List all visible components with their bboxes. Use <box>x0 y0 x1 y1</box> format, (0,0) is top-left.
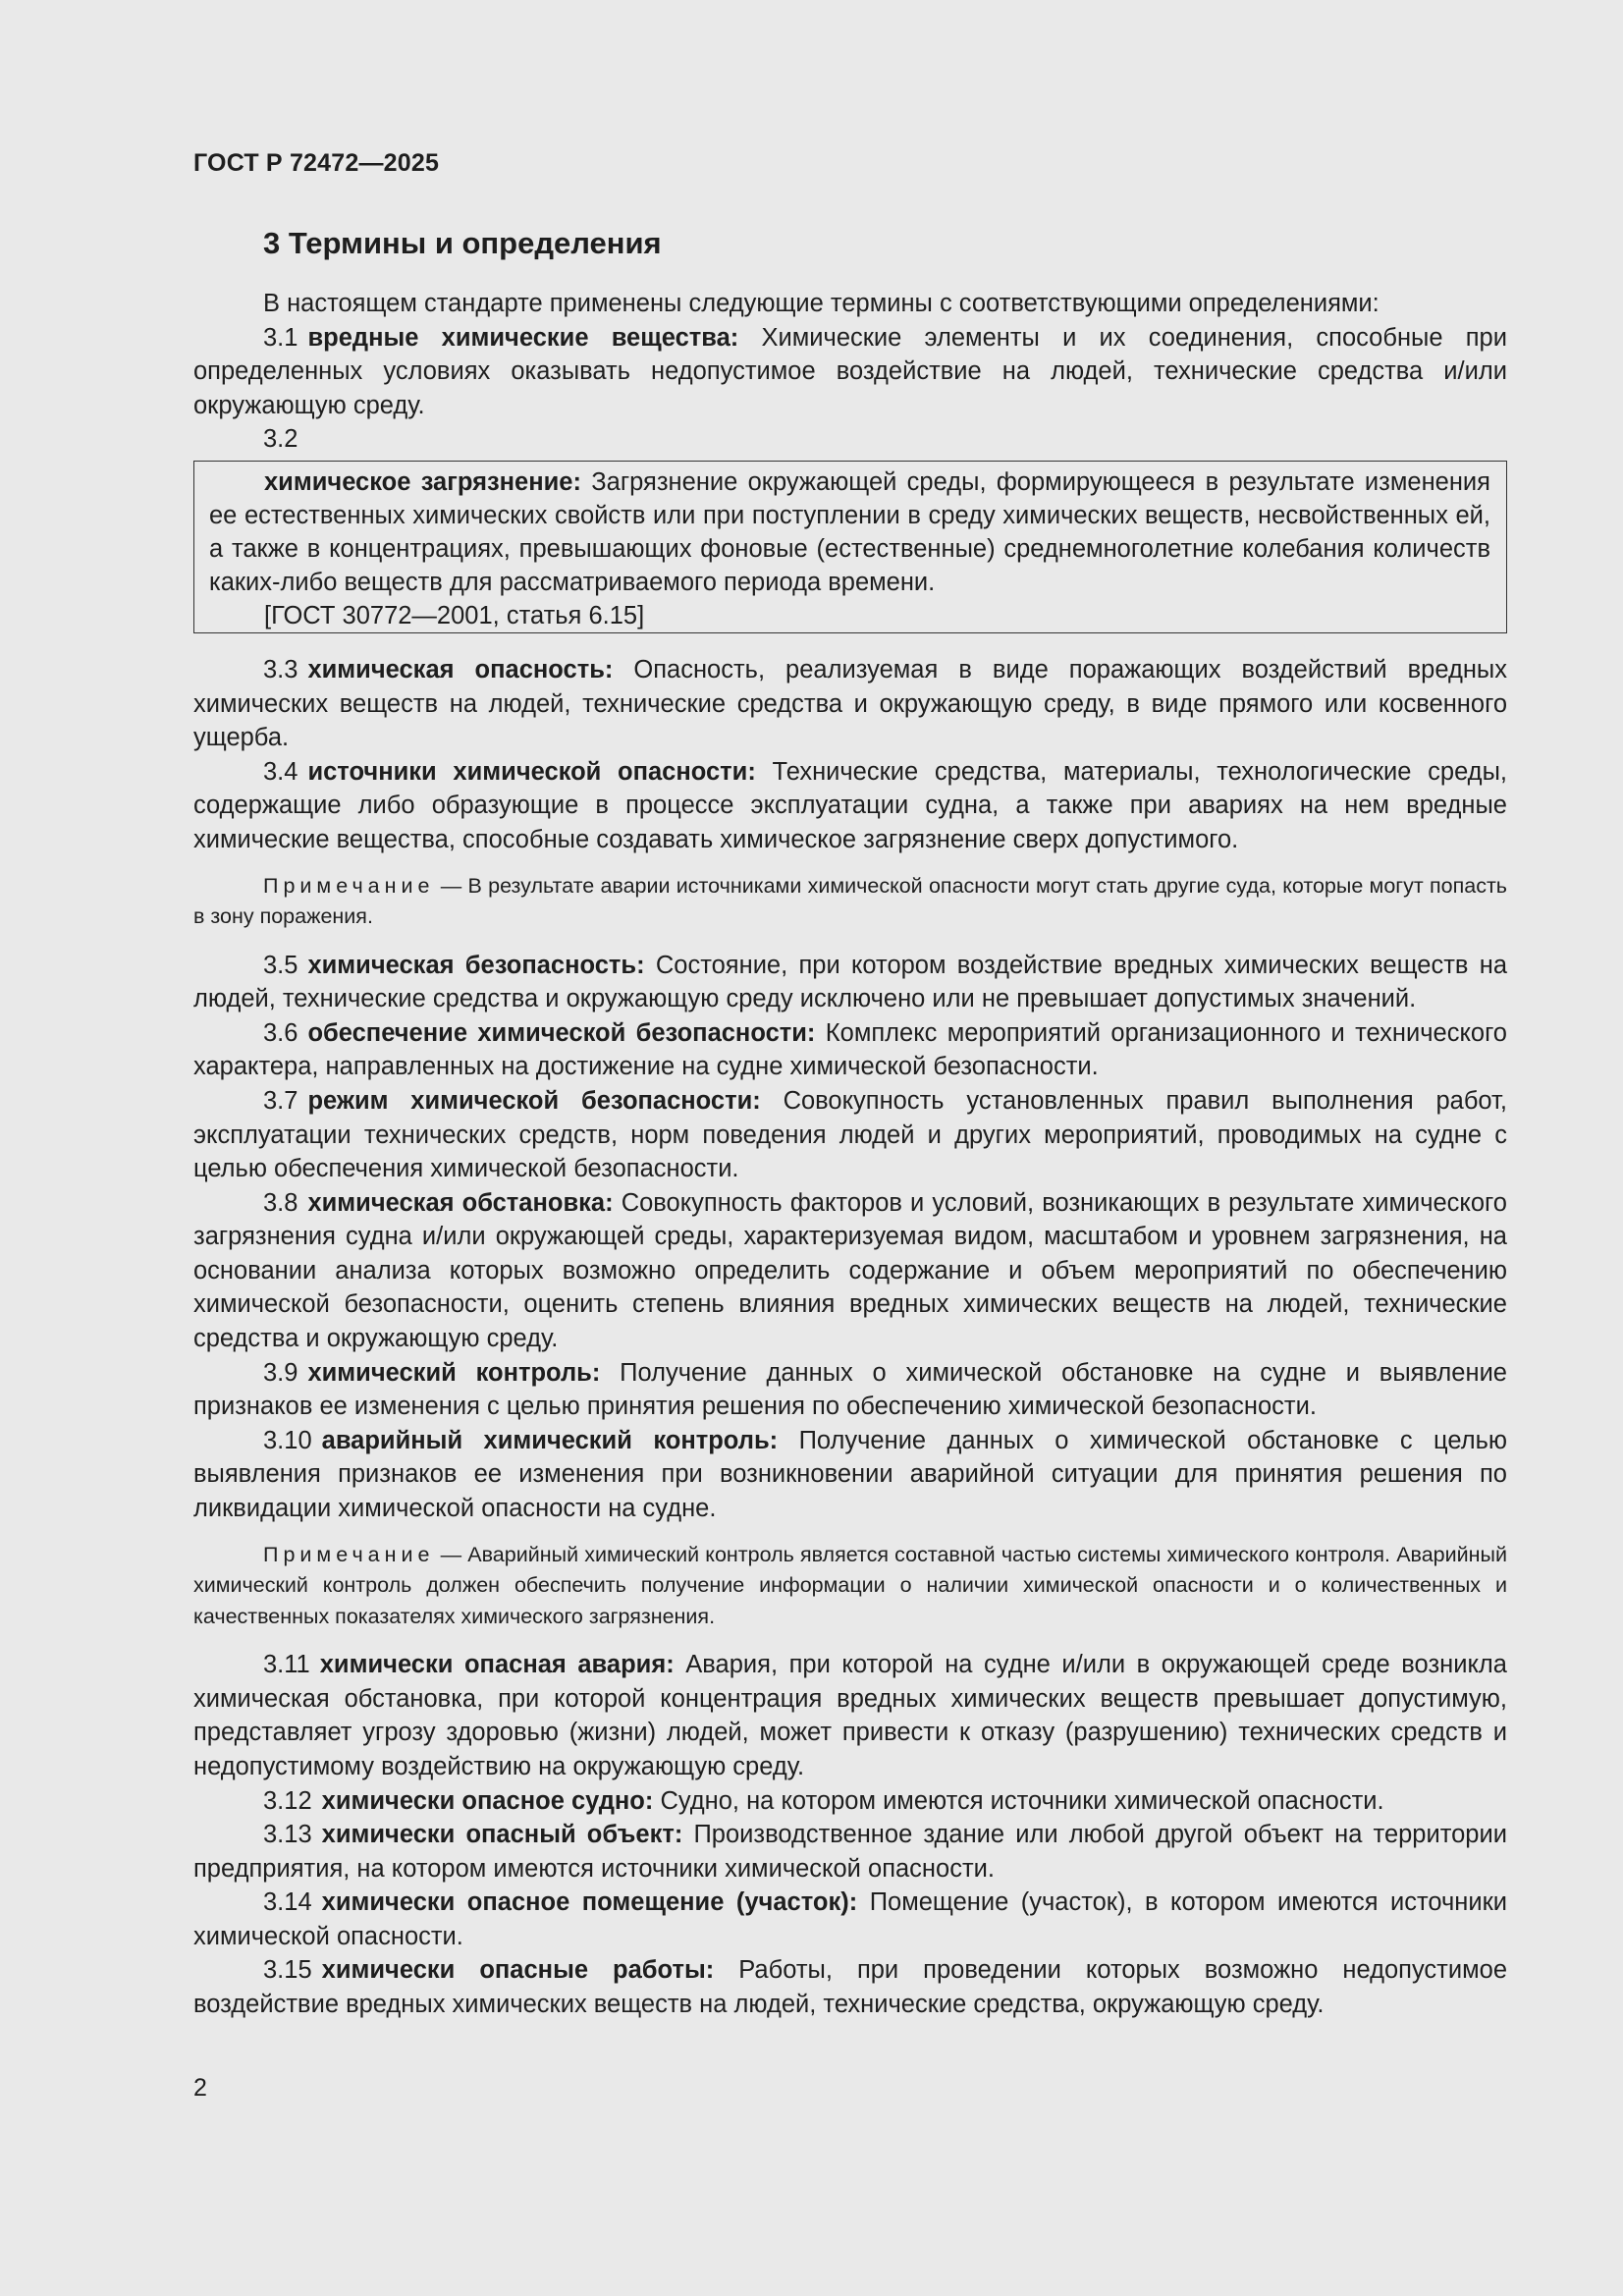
term-number: 3.13 <box>263 1821 312 1849</box>
term-3-12 <box>193 1784 1507 1819</box>
term-definition: Совокупность установленных правил выполнения работ, эксплуатации технических средств, норм поведения людей и других мероприятий, проводимых на судне с целью обеспечения химической безопасности. <box>193 1086 1507 1183</box>
term-number: 3.15 <box>263 1956 312 1985</box>
term-3-13 <box>193 1818 1507 1886</box>
term-definition: Опасность, реализуемая в виде поражающих воздействий вредных химических веществ на людей, технические средства и окружающую среду, в виде прямого или косвенного ущерба. <box>193 655 1507 752</box>
term-3-1 <box>193 321 1507 423</box>
term-number: 3.5 <box>263 951 298 979</box>
term-name: режим химической безопасности: <box>307 1086 761 1115</box>
term-name: химически опасный объект: <box>321 1821 683 1849</box>
term-number: 3.9 <box>263 1358 298 1387</box>
term-definition: Загрязнение окружающей среды, формирующееся в результате изменения ее естественных химических свойств или при поступлении в среду химических веществ, несвойственных ей, а также в концентрациях, превышающих фоновые (естественные) среднемноголетние колебания количеств каких-либо веществ для рассматриваемого периода времени. <box>209 467 1490 596</box>
note-label: Примечание <box>263 873 435 898</box>
term-3-15 <box>193 1953 1507 2021</box>
term-3-6 <box>193 1016 1507 1084</box>
term-name: обеспечение химической безопасности: <box>307 1018 816 1047</box>
page-content <box>193 287 1507 2022</box>
term-3-5 <box>193 949 1507 1016</box>
term-name: химически опасные работы: <box>321 1956 715 1985</box>
term-3-11 <box>193 1648 1507 1783</box>
term-definition: Работы, при проведении которых возможно недопустимое воздействие вредных химических веществ на людей, технические средства, окружающую среду. <box>193 1956 1508 2019</box>
intro-text: В настоящем стандарте применены следующие термины с соответствующими определениями: <box>263 290 1380 317</box>
term-3-3 <box>193 653 1507 755</box>
term-3-8 <box>193 1186 1507 1356</box>
term-definition: Химические элементы и их соединения, способные при определенных условиях оказывать недопустимое воздействие на людей, технические средства и/или окружающую среду. <box>193 323 1507 419</box>
document-header: ГОСТ Р 72472—2025 <box>193 149 440 177</box>
term-3-2 <box>193 422 1507 457</box>
term-name: химическая безопасность: <box>307 951 645 979</box>
term-name: химически опасное помещение (участок): <box>321 1888 858 1917</box>
term-number: 3.6 <box>263 1018 298 1047</box>
term-name: химическая обстановка: <box>307 1188 614 1217</box>
term-3-7 <box>193 1084 1507 1186</box>
term-number: 3.10 <box>263 1426 312 1454</box>
term-definition: Комплекс мероприятий организационного и технического характера, направленных на достижение на судне химической безопасности. <box>193 1018 1507 1081</box>
term-3-9 <box>193 1356 1507 1424</box>
term-definition: Совокупность факторов и условий, возникающих в результате химического загрязнения судна и/или окружающей среды, характеризуемая видом, масштабом и уровнем загрязнения, на основании анализа которых возможно определить содержание и объем мероприятий по обеспечению химической безопасности, оценить степень влияния вредных химических веществ на людей, технические средства и окружающую среду. <box>193 1188 1507 1353</box>
term-name: источники химической опасности: <box>307 757 756 786</box>
term-name: химический контроль: <box>307 1358 601 1387</box>
term-definition: Авария, при которой на судне и/или в окружающей среде возникла химическая обстановка, при которой концентрация вредных химических веществ превышает допустимую, представляет угрозу здоровью (жизни) людей, может привести к отказу (разрушению) технических средств и недопустимому воздействию на окружающую среду. <box>193 1651 1507 1780</box>
term-definition: Состояние, при котором воздействие вредных химических веществ на людей, технические средства и окружающую среду исключено или не превышает допустимых значений. <box>193 951 1508 1013</box>
term-name: аварийный химический контроль: <box>321 1426 779 1454</box>
term-number: 3.2 <box>263 425 298 454</box>
term-number: 3.8 <box>263 1188 298 1217</box>
term-source: [ГОСТ 30772—2001, статья 6.15] <box>264 601 645 629</box>
term-number: 3.14 <box>263 1888 312 1917</box>
note-2 <box>193 1540 1507 1633</box>
term-number: 3.11 <box>263 1651 310 1679</box>
term-definition: Судно, на котором имеются источники химической опасности. <box>660 1786 1384 1815</box>
term-3-4 <box>193 755 1507 857</box>
term-number: 3.12 <box>263 1786 312 1815</box>
note-text: — Аварийный химический контроль является составной частью системы химического контроля. Аварийный химический контроль должен обеспечить получение информации о наличии химической опасности и о количественных и качественных показателях химического загрязнения. <box>193 1542 1507 1628</box>
term-name: вредные химические вещества: <box>307 323 739 352</box>
section-title: 3 Термины и определения <box>263 226 662 260</box>
boxed-term <box>209 465 1490 599</box>
term-definition: Помещение (участок), в котором имеются источники химической опасности. <box>193 1888 1508 1950</box>
term-number: 3.7 <box>263 1086 298 1115</box>
term-definition: Получение данных о химической обстановке с целью выявления признаков ее изменения при возникновении аварийной ситуации для принятия решения по ликвидации химической опасности на судне. <box>193 1426 1508 1523</box>
term-3-10 <box>193 1424 1507 1526</box>
term-name: химически опасное судно: <box>321 1786 654 1815</box>
term-name: химически опасная авария: <box>319 1651 675 1679</box>
term-name: химическое загрязнение: <box>264 467 581 496</box>
note-label: Примечание <box>263 1542 435 1566</box>
term-definition: Производственное здание или любой другой объект на территории предприятия, на котором имеются источники химической опасности. <box>193 1821 1507 1883</box>
reference-term-box <box>193 461 1507 633</box>
note-text: — В результате аварии источниками химической опасности могут стать другие суда, которые могут попасть в зону поражения. <box>193 873 1507 929</box>
page-number: 2 <box>193 2074 207 2102</box>
term-definition: Технические средства, материалы, технологические среды, содержащие либо образующие в процессе эксплуатации судна, а также при авариях на нем вредные химические вещества, способные создавать химическое загрязнение сверх допустимого. <box>193 757 1507 853</box>
term-number: 3.1 <box>263 323 298 352</box>
term-3-14 <box>193 1886 1507 1953</box>
term-number: 3.4 <box>263 757 298 786</box>
term-definition: Получение данных о химической обстановке на судне и выявление признаков ее изменения с целью принятия решения по обеспечению химической безопасности. <box>193 1358 1507 1421</box>
note-1 <box>193 871 1507 933</box>
term-name: химическая опасность: <box>307 655 614 683</box>
term-number: 3.3 <box>263 655 298 683</box>
